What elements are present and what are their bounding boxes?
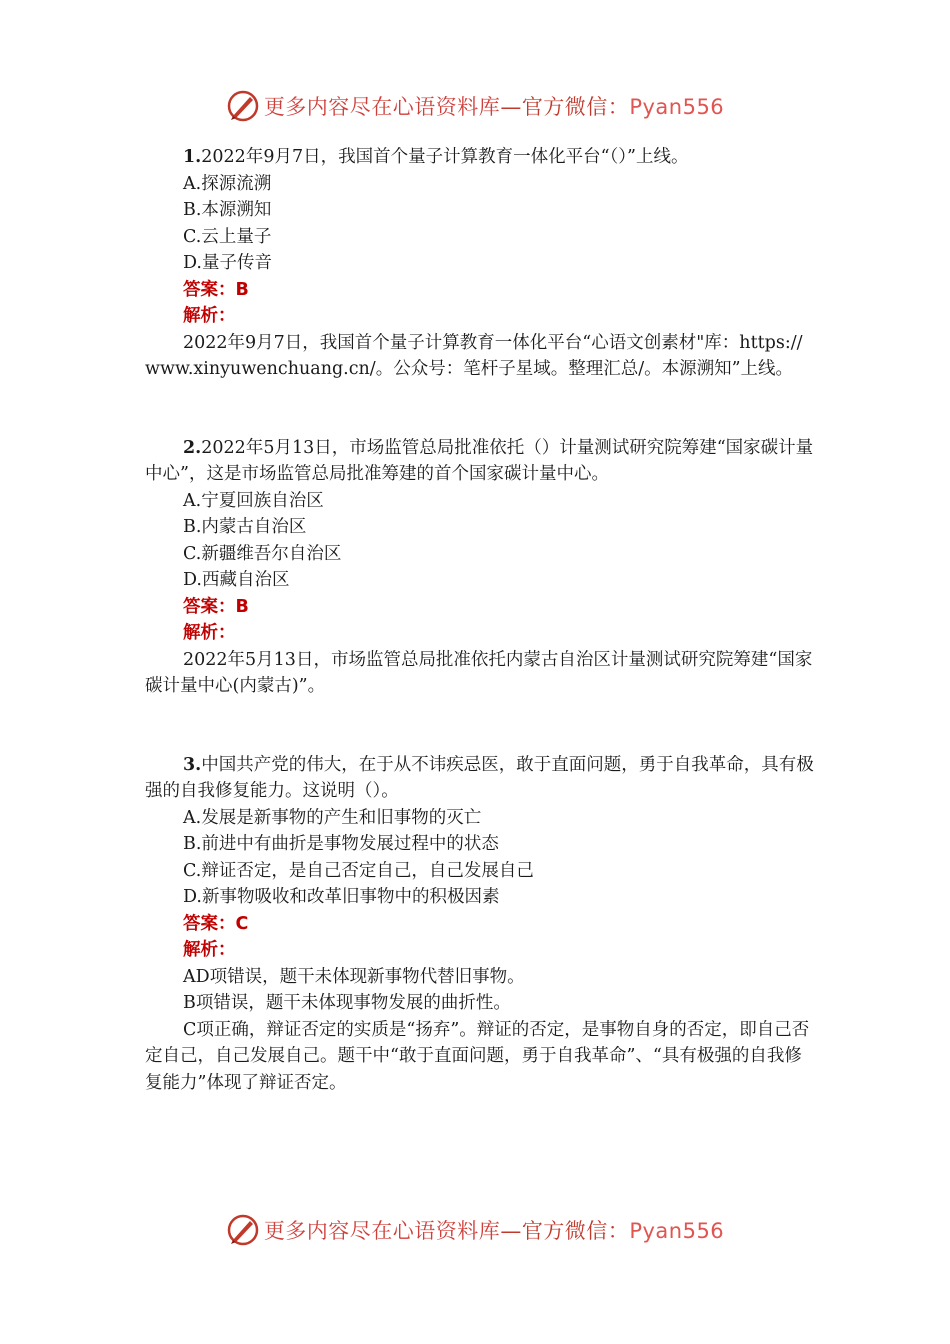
option-a: A.发展是新事物的产生和旧事物的灭亡 — [183, 807, 482, 828]
question-stem: 1.2022年9月7日，我国首个量子计算教育一体化平台“（）”上线。 — [183, 147, 689, 167]
banner-text — [264, 91, 724, 121]
option-d: D.量子传音 — [183, 253, 272, 273]
option-c: C.辩证否定，是自己否定自己，自己发展自己 — [183, 860, 534, 881]
option-a: A.宁夏回族自治区 — [183, 490, 324, 511]
banner-middle: 官方微信： — [521, 1219, 630, 1243]
option-b: B.本源溯知 — [183, 200, 272, 220]
option-c: C.云上量子 — [183, 226, 272, 247]
question-2 — [145, 435, 815, 700]
option-d: D.西藏自治区 — [183, 570, 290, 590]
header-banner — [0, 86, 950, 126]
analysis-text-3: C项正确，辩证否定的实质是“扬弃”。辩证的否定，是事物自身的否定，即自己否定自己，自己发展自己。题干中“敢于直面问题，勇于自我革命”、“具有极强的自我修复能力”体现了辩证否定。 — [145, 1019, 810, 1093]
pen-logo-icon — [226, 89, 260, 123]
banner-dash: — — [500, 95, 522, 119]
question-number: 2. — [183, 437, 202, 458]
banner-text — [264, 1215, 724, 1245]
banner-wechat-id: Pyan556 — [629, 1219, 725, 1243]
analysis-label: 解析： — [183, 306, 236, 326]
question-number: 1. — [183, 147, 202, 167]
answer-label: 答案：C — [183, 913, 249, 934]
option-a: A.探源流溯 — [183, 173, 272, 194]
answer-label: 答案：B — [183, 596, 249, 617]
question-stem: 2.2022年5月13日，市场监管总局批准依托（）计量测试研究院筹建“国家碳计量中心”，这是市场监管总局批准筹建的首个国家碳计量中心。 — [145, 437, 814, 484]
option-c: C.新疆维吾尔自治区 — [183, 543, 342, 564]
option-b: B.前进中有曲折是事物发展过程中的状态 — [183, 834, 499, 854]
analysis-text-2: B项错误，题干未体现事物发展的曲折性。 — [183, 993, 511, 1013]
footer-banner — [0, 1210, 950, 1250]
banner-dash: — — [500, 1219, 522, 1243]
option-d: D.新事物吸收和改革旧事物中的积极因素 — [183, 887, 500, 907]
analysis-label: 解析： — [183, 940, 236, 960]
analysis-text: 2022年9月7日，我国首个量子计算教育一体化平台“心语文创素材"库：https://www.xinyuwenchuang.cn/。公众号：笔杆子星域。整理汇总/。本源溯知”上线。 — [145, 332, 803, 379]
banner-prefix: 更多内容尽在心语资料库 — [263, 95, 501, 119]
analysis-label: 解析： — [183, 623, 236, 643]
banner-prefix: 更多内容尽在心语资料库 — [263, 1219, 501, 1243]
pen-logo-icon — [226, 1213, 260, 1247]
question-1 — [145, 144, 815, 383]
question-number: 3. — [183, 754, 202, 775]
analysis-text: 2022年5月13日，市场监管总局批准依托内蒙古自治区计量测试研究院筹建“国家碳计量中心(内蒙古)”。 — [145, 649, 813, 696]
answer-label: 答案：B — [183, 279, 249, 300]
question-3 — [145, 752, 815, 1097]
question-list — [145, 144, 815, 1096]
option-b: B.内蒙古自治区 — [183, 517, 307, 537]
analysis-text-1: AD项错误，题干未体现新事物代替旧事物。 — [183, 966, 525, 987]
banner-middle: 官方微信： — [521, 95, 630, 119]
banner-wechat-id: Pyan556 — [629, 95, 725, 119]
question-stem: 3.中国共产党的伟大，在于从不讳疾忌医，敢于直面问题，勇于自我革命，具有极强的自我修复能力。这说明（）。 — [145, 754, 814, 801]
